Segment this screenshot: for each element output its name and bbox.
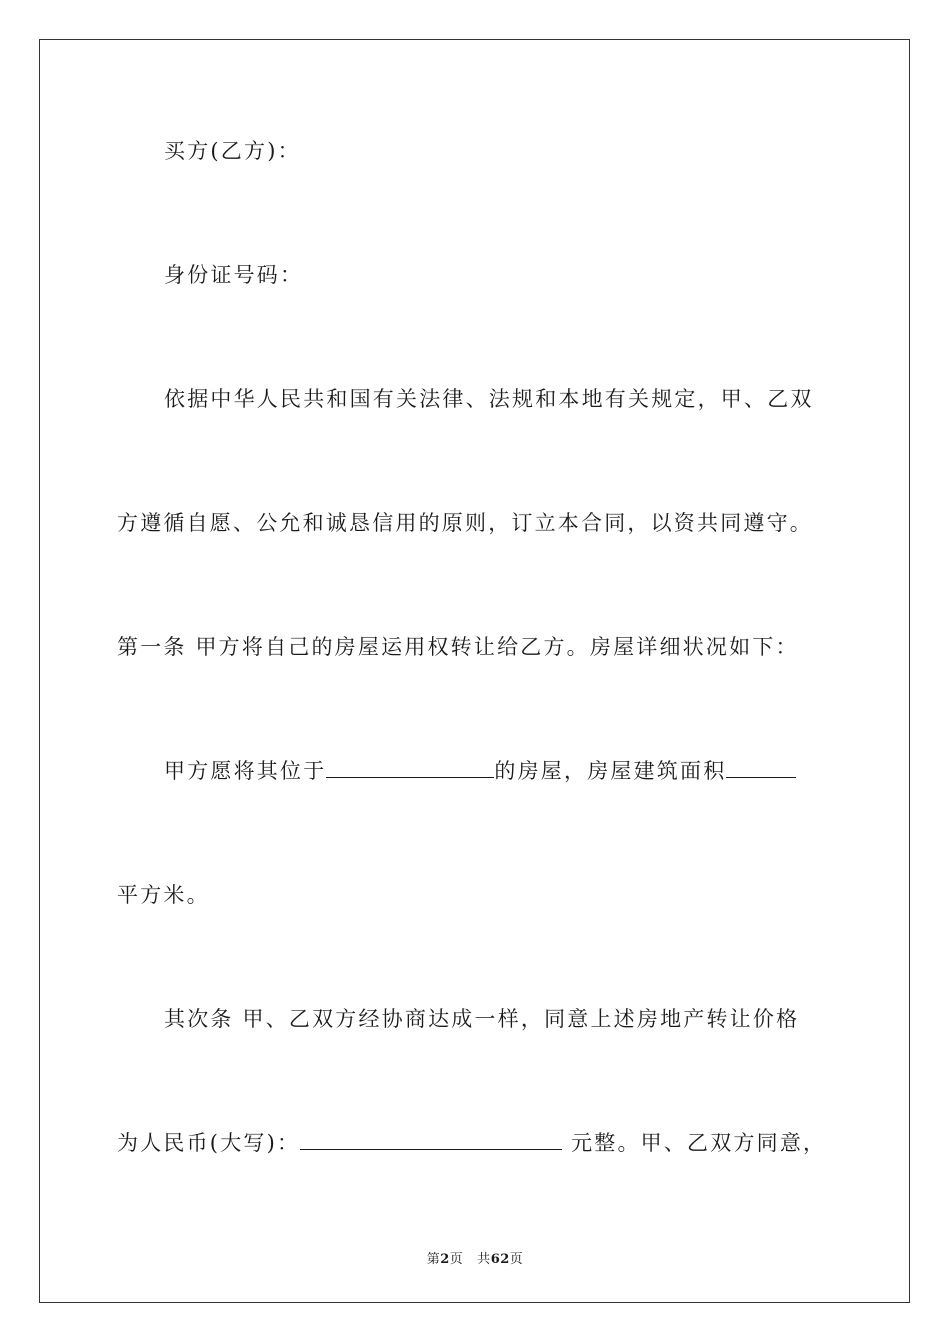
page-border (39, 39, 910, 1303)
property-location-line (164, 758, 796, 784)
price-suffix: 元整。甲、乙双方同意， (562, 1131, 827, 1155)
footer-page-prefix: 第 (426, 1252, 441, 1267)
area-blank[interactable] (726, 759, 796, 778)
id-number-label: 身份证号码： (164, 263, 304, 287)
footer-page-suffix: 页 (449, 1252, 464, 1267)
paragraph-intro-line-2: 方遵循自愿、公允和诚恳信用的原则，订立本合同，以资共同遵守。 (117, 511, 813, 535)
footer-total-suffix: 页 (509, 1252, 524, 1267)
paragraph-intro-line-1: 依据中华人民共和国有关法律、法规和本地有关规定，甲、乙双 (164, 387, 814, 411)
property-location-prefix: 甲方愿将其位于 (164, 759, 327, 783)
price-prefix: 为人民币(大写)： (117, 1131, 301, 1155)
page-footer (0, 1248, 950, 1267)
buyer-label: 买方(乙方)： (164, 139, 301, 163)
footer-total-pages: 62 (490, 1252, 510, 1267)
property-area-text: 的房屋，房屋建筑面积 (494, 759, 727, 783)
article-two: 其次条 甲、乙双方经协商达成一样，同意上述房地产转让价格 (164, 1007, 800, 1031)
price-line (117, 1130, 826, 1156)
article-one: 第一条 甲方将自己的房屋运用权转让给乙方。房屋详细状况如下： (117, 635, 799, 659)
footer-total-prefix: 共 (477, 1252, 491, 1267)
area-unit-line: 平方米。 (117, 883, 210, 907)
price-blank[interactable] (300, 1131, 562, 1150)
footer-page-number: 2 (440, 1252, 450, 1267)
location-blank[interactable] (326, 759, 494, 778)
